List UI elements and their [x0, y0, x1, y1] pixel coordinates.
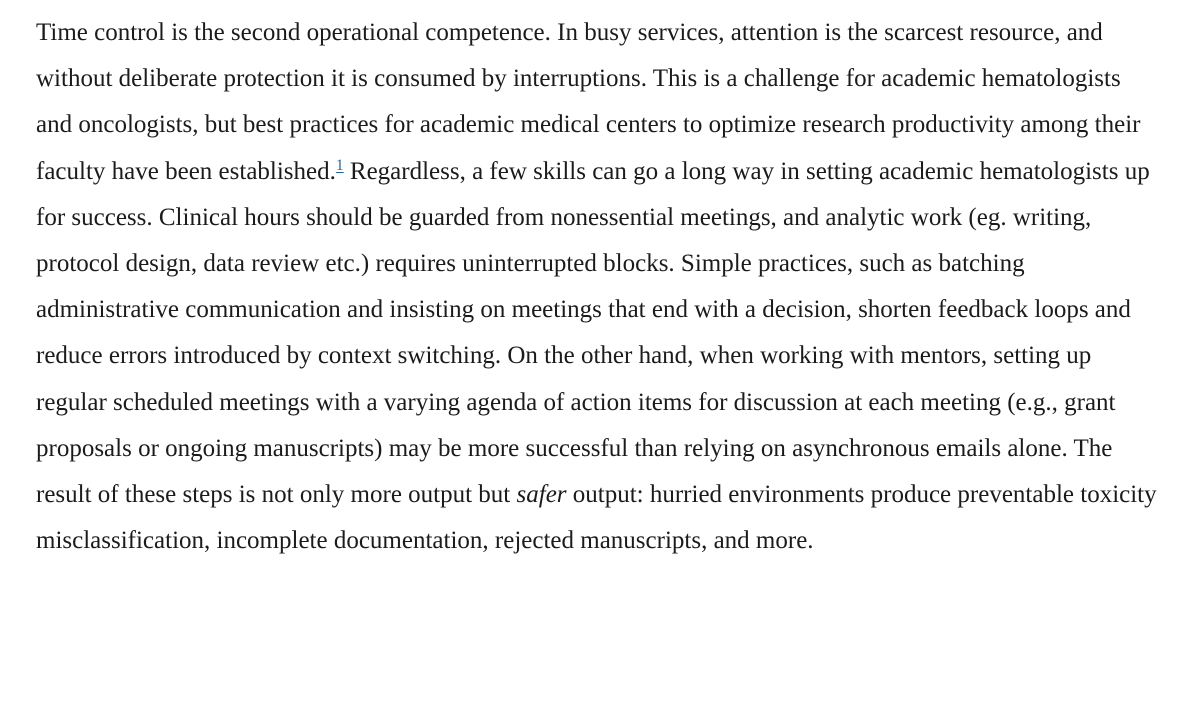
paragraph-text-segment: Time control is the second operational competence. In busy services, attention is the scarcest resource, and without deliberate protection it is consumed by interruptions. This is a challenge for academic hematologists and oncologists, but best practices for academic medical centers to optimize research productivity among their faculty have been established.: [36, 19, 1141, 185]
footnote-superscript: [336, 157, 344, 174]
emphasized-text: safer: [516, 481, 567, 509]
paragraph-text-segment: Regardless, a few skills can go a long way in setting academic hematologists up for success. Clinical hours should be guarded from nonessential meetings, and analytic work (eg. writing, protocol design, data review etc.) requires uninterrupted blocks. Simple practices, such as batching administrative communication and insisting on meetings that end with a decision, shorten feedback loops and reduce errors introduced by context switching. On the other hand, when working with mentors, setting up regular scheduled meetings with a varying agenda of action items for discussion at each meeting (e.g., grant proposals or ongoing manuscripts) may be more successful than relying on asynchronous emails alone. The result of these steps is not only more output but: [36, 157, 1150, 509]
body-paragraph: [36, 10, 1162, 564]
footnote-1-link[interactable]: 1: [335, 157, 344, 175]
paragraph-text-segment: output: hurried environments produce preventable toxicity misclassification, incomplete documentation, rejected manuscripts, and more.: [36, 481, 1157, 555]
